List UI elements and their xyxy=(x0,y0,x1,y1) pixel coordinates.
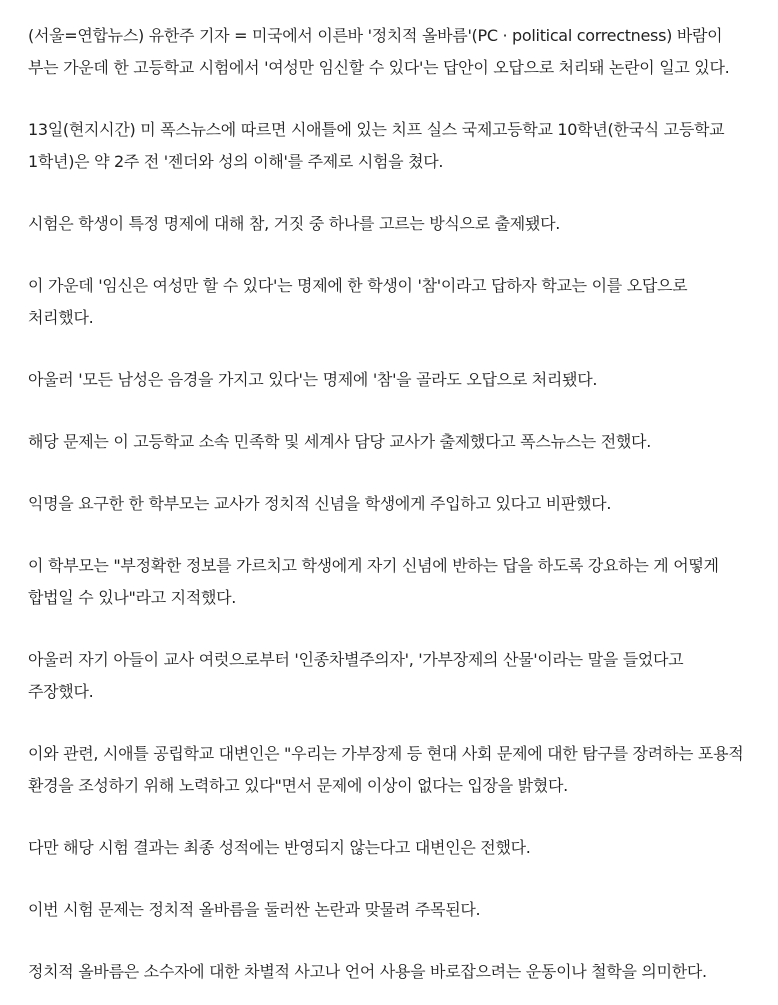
article-paragraph-12: 이번 시험 문제는 정치적 올바름을 둘러싼 논란과 맞물려 주목된다. xyxy=(28,900,481,919)
article-paragraph-11: 다만 해당 시험 결과는 최종 성적에는 반영되지 않는다고 대변인은 전했다. xyxy=(28,838,531,857)
article-paragraph-5: 아울러 '모든 남성은 음경을 가지고 있다'는 명제에 '참'을 골라도 오답으로 처리됐다. xyxy=(28,370,598,389)
article-paragraph-13: 정치적 올바름은 소수자에 대한 차별적 사고나 언어 사용을 바로잡으려는 운동이나 철학을 의미한다. xyxy=(28,962,707,981)
article-paragraph-3: 시험은 학생이 특정 명제에 대해 참, 거짓 중 하나를 고르는 방식으로 출제됐다. xyxy=(28,214,561,233)
article-paragraph-9: 아울러 자기 아들이 교사 여럿으로부터 '인종차별주의자', '가부장제의 산물'이라는 말을 들었다고 주장했다. xyxy=(28,650,684,701)
article-paragraph-2: 13일(현지시간) 미 폭스뉴스에 따르면 시애틀에 있는 치프 실스 국제고등학교 10학년(한국식 고등학교 1학년)은 약 2주 전 '젠더와 성의 이해'를 주제로 시험을 쳤다. xyxy=(28,120,725,171)
article-paragraph-4: 이 가운데 '임신은 여성만 할 수 있다'는 명제에 한 학생이 '참'이라고 답하자 학교는 이를 오답으로 처리했다. xyxy=(28,276,688,327)
article-paragraph-10: 이와 관련, 시애틀 공립학교 대변인은 "우리는 가부장제 등 현대 사회 문제에 대한 탐구를 장려하는 포용적 환경을 조성하기 위해 노력하고 있다"면서 문제에 이상이 없다는 입장을 밝혔다. xyxy=(28,744,744,795)
article-paragraph-6: 해당 문제는 이 고등학교 소속 민족학 및 세계사 담당 교사가 출제했다고 폭스뉴스는 전했다. xyxy=(28,432,651,451)
article-paragraph-7: 익명을 요구한 한 학부모는 교사가 정치적 신념을 학생에게 주입하고 있다고 비판했다. xyxy=(28,494,612,513)
article-paragraph-1: (서울=연합뉴스) 유한주 기자 = 미국에서 이른바 '정치적 올바름'(PC · political correctness) 바람이 부는 가운데 한 고등학교 시험에서 '여성만 임신할 수 있다'는 답안이 오답으로 처리돼 논란이 일고 있다. xyxy=(28,26,730,77)
article-body xyxy=(28,20,750,988)
article-paragraph-8: 이 학부모는 "부정확한 정보를 가르치고 학생에게 자기 신념에 반하는 답을 하도록 강요하는 게 어떻게 합법일 수 있나"라고 지적했다. xyxy=(28,556,719,607)
